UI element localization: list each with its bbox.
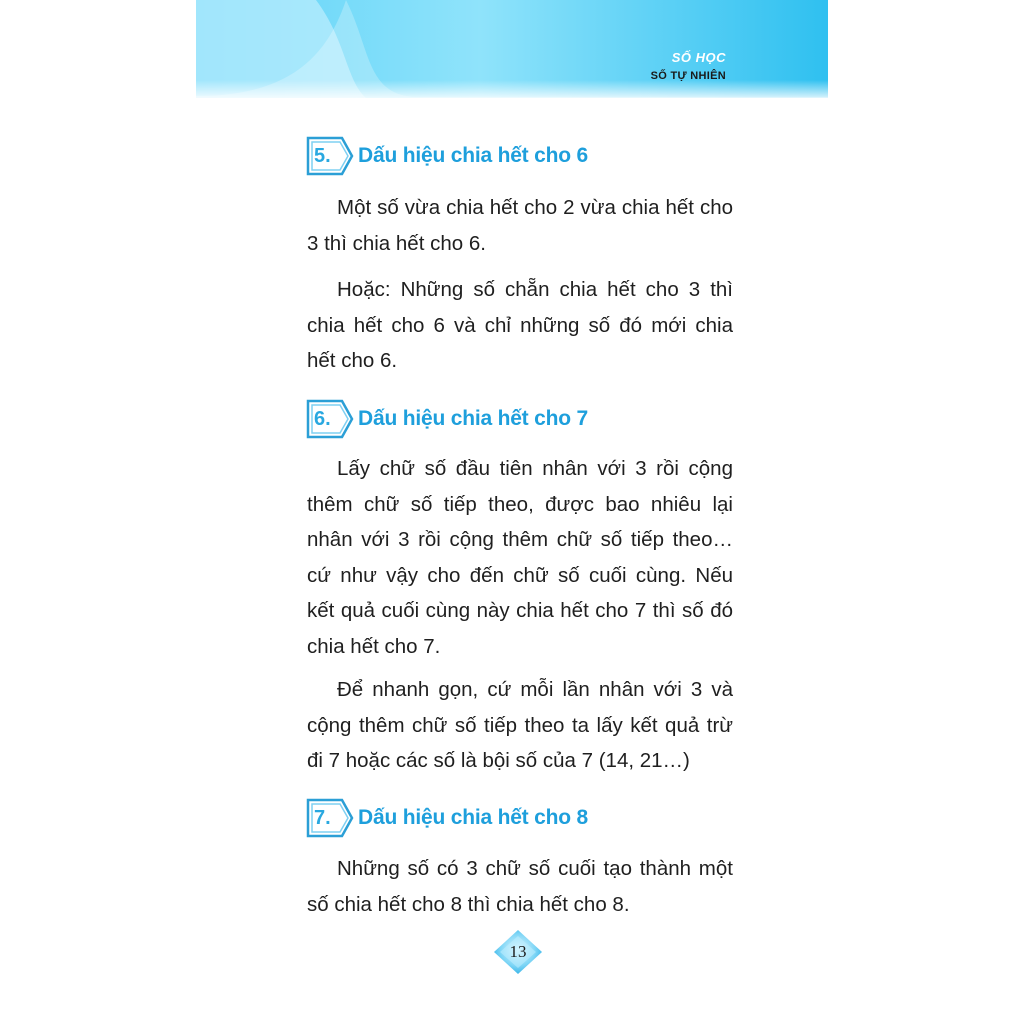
section-title: Dấu hiệu chia hết cho 8 (358, 806, 588, 829)
section-number: 6. (314, 408, 331, 430)
section-number: 5. (314, 145, 331, 167)
header-wave-graphic (196, 0, 828, 100)
paragraph: Lấy chữ số đầu tiên nhân với 3 rồi cộng thêm chữ số tiếp theo, được bao nhiêu lại nhân với 3 rồi cộng thêm chữ số tiếp theo… cứ như vậy cho đến chữ số cuối cùng. Nếu kết quả cuối cùng này chia hết cho 7 thì số đó chia hết cho 7. (307, 457, 733, 658)
page-number-badge (492, 928, 544, 980)
page-number: 13 (509, 942, 527, 961)
section-title: Dấu hiệu chia hết cho 6 (358, 144, 588, 167)
header-text (651, 50, 726, 82)
section-heading-6 (306, 399, 588, 439)
section-number-badge (306, 399, 354, 439)
section-number-badge (306, 136, 354, 176)
section-number: 7. (314, 807, 331, 829)
paragraph: Một số vừa chia hết cho 2 vừa chia hết cho 3 thì chia hết cho 6. (307, 196, 733, 255)
book-page (196, 0, 828, 1024)
section-number-badge (306, 798, 354, 838)
section-title: Dấu hiệu chia hết cho 7 (358, 407, 588, 430)
paragraph: Để nhanh gọn, cứ mỗi lần nhân với 3 và cộng thêm chữ số tiếp theo ta lấy kết quả trừ đi 7 hoặc các số là bội số của 7 (14, 21…) (307, 678, 733, 772)
header-subject: SỐ HỌC (671, 50, 726, 65)
header-band (196, 0, 828, 100)
section-heading-7 (306, 798, 588, 838)
paragraph: Hoặc: Những số chẵn chia hết cho 3 thì chia hết cho 6 và chỉ những số đó mới chia hết cho 6. (307, 278, 733, 372)
section-heading-5 (306, 136, 588, 176)
header-topic: SỐ TỰ NHIÊN (650, 70, 726, 82)
paragraph: Những số có 3 chữ số cuối tạo thành một số chia hết cho 8 thì chia hết cho 8. (307, 857, 733, 916)
